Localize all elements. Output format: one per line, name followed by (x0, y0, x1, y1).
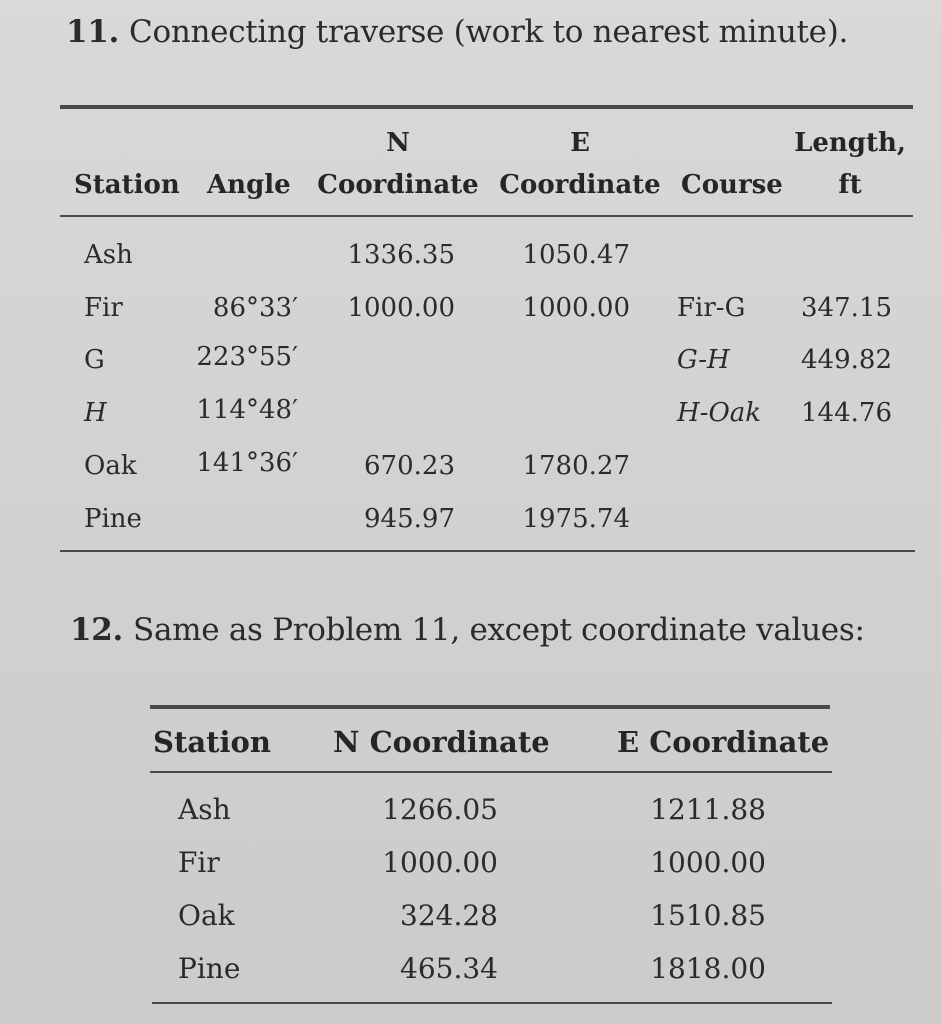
table-row-course: Fir-G (677, 293, 746, 323)
table-row-e: 1780.27 (522, 451, 630, 481)
header-e-coordinate: E Coordinate (617, 725, 830, 759)
table-row-station: Fir (84, 293, 123, 323)
header-angle: Angle (207, 170, 291, 200)
table-row-length: 144.76 (801, 398, 892, 428)
table-top-rule (150, 705, 830, 709)
table-row-n: 1000.00 (347, 293, 455, 323)
table-row-n: 670.23 (364, 451, 455, 481)
problem-text: Connecting traverse (work to nearest minute). (129, 14, 849, 50)
table-row-e: 1050.47 (522, 240, 630, 270)
table-bottom-rule (60, 550, 915, 552)
header-station: Station (153, 725, 271, 759)
table-row-n: 1266.05 (382, 793, 498, 826)
table-row-angle: 223°55′ (196, 342, 298, 372)
table-row-n: 465.34 (400, 952, 498, 985)
table-row-station: Pine (84, 504, 142, 534)
problem-number: 11. (66, 14, 120, 50)
table-row-station: Fir (178, 846, 220, 879)
table-top-rule (60, 105, 913, 109)
table-row-e: 1000.00 (650, 846, 766, 879)
table-row-n: 945.97 (364, 504, 455, 534)
table-row-station: Pine (178, 952, 241, 985)
table-row-course: G-H (677, 345, 730, 375)
header-e-top: E (570, 128, 590, 158)
header-n-top: N (386, 128, 410, 158)
table-row-e: 1211.88 (650, 793, 766, 826)
header-station: Station (74, 170, 180, 200)
table-row-length: 347.15 (801, 293, 892, 323)
table-row-station: Ash (84, 240, 133, 270)
problem-text: Same as Problem 11, except coordinate values: (133, 612, 865, 648)
table-row-e: 1510.85 (650, 899, 766, 932)
table-row-angle: 86°33′ (212, 293, 298, 323)
table-row-station: Oak (84, 451, 137, 481)
table-row-n: 1336.35 (347, 240, 455, 270)
problem-12-title (70, 612, 865, 648)
table-row-e: 1818.00 (650, 952, 766, 985)
table-row-station: Oak (178, 899, 235, 932)
table-row-e: 1000.00 (522, 293, 630, 323)
table-row-n: 324.28 (400, 899, 498, 932)
problem-number: 12. (70, 612, 124, 648)
table-row-station: H (84, 398, 107, 428)
table-row-course: H-Oak (677, 398, 762, 428)
header-rule (150, 771, 832, 773)
table-row-station: Ash (178, 793, 231, 826)
table-bottom-rule (152, 1002, 832, 1004)
header-length-bottom: ft (838, 170, 862, 200)
header-course: Course (681, 170, 783, 200)
table-row-e: 1975.74 (522, 504, 630, 534)
table-row-n: 1000.00 (382, 846, 498, 879)
header-n-coordinate: N Coordinate (333, 725, 550, 759)
problem-11-title (66, 14, 848, 50)
table-row-station: G (84, 345, 105, 375)
table-row-length: 449.82 (801, 345, 892, 375)
table-row-angle: 114°48′ (196, 395, 298, 425)
header-e-bottom: Coordinate (499, 170, 661, 200)
header-n-bottom: Coordinate (317, 170, 479, 200)
table-row-angle: 141°36′ (196, 448, 298, 478)
header-length-top: Length, (794, 128, 906, 158)
header-rule (60, 215, 913, 217)
